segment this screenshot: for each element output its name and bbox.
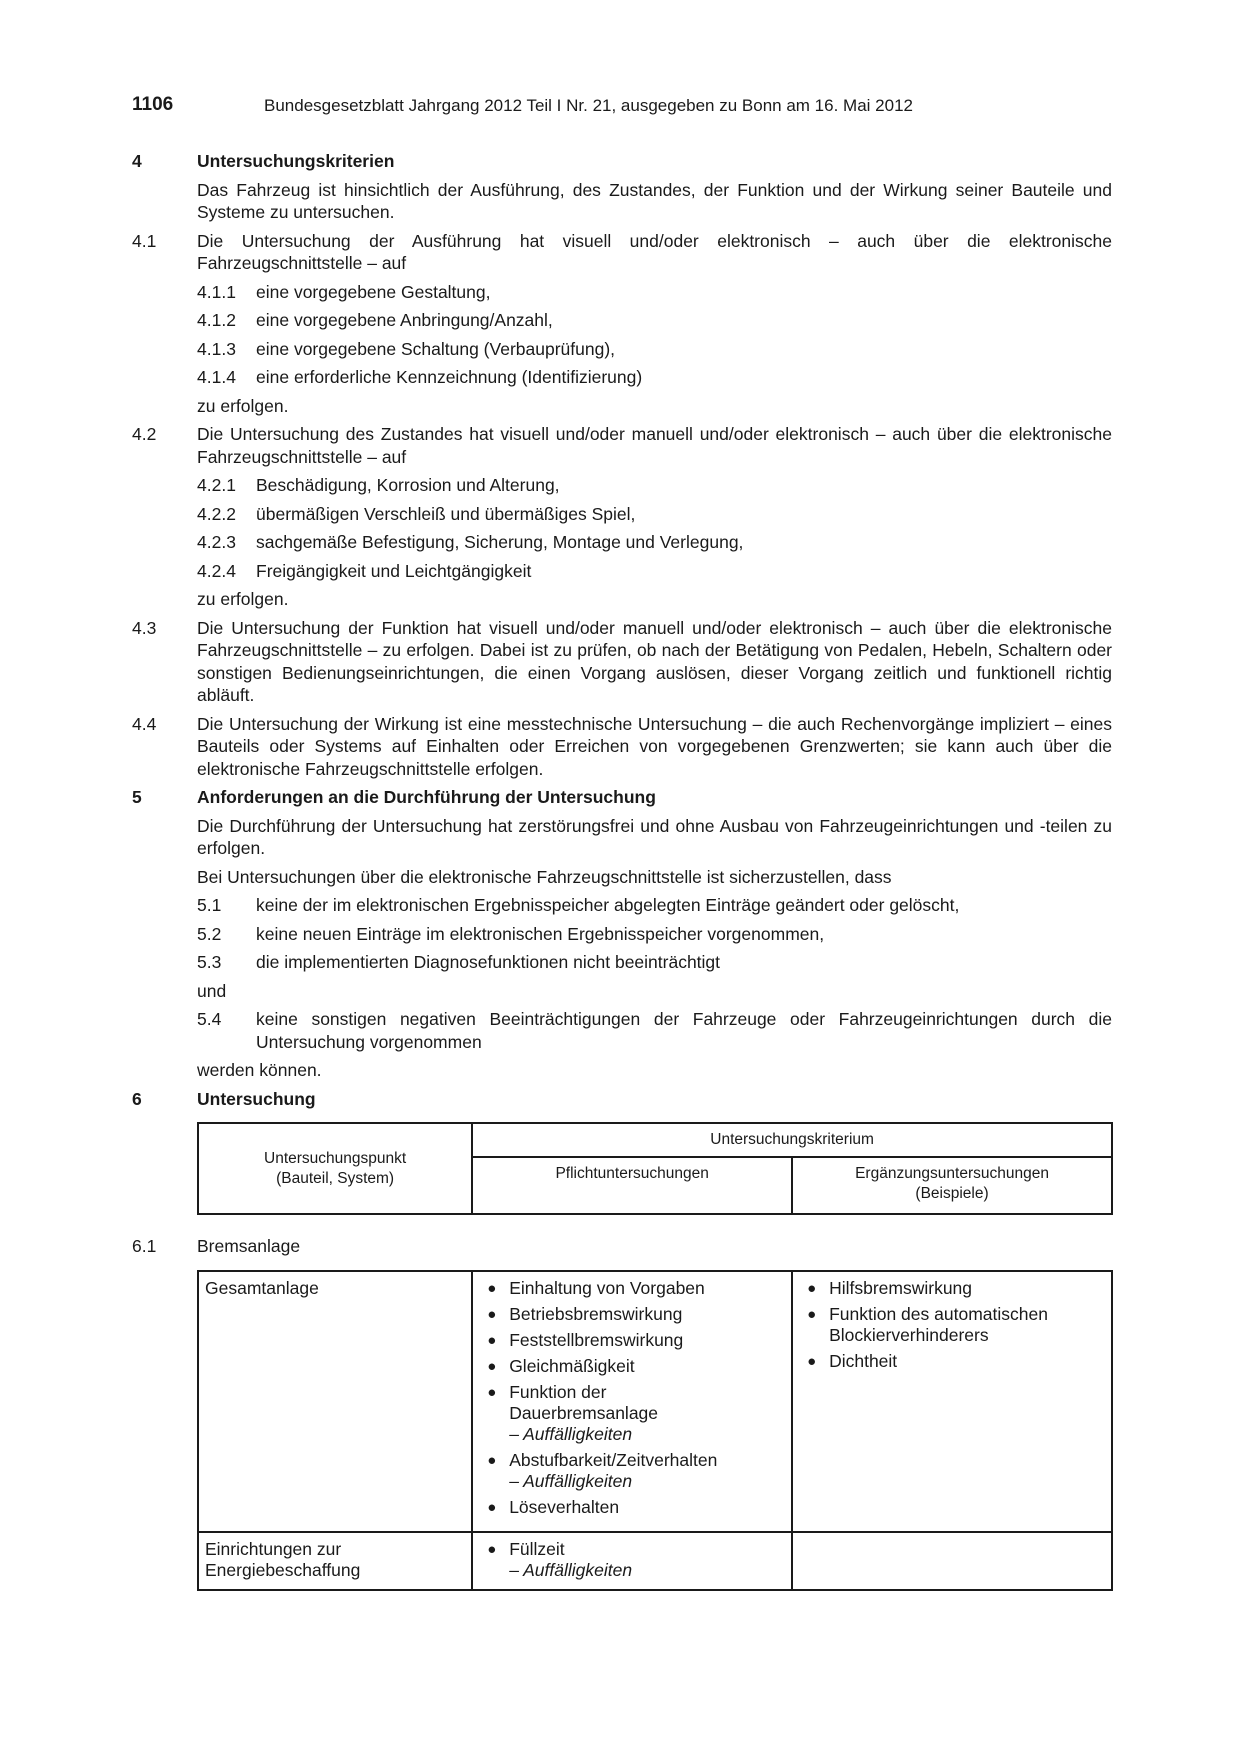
section-4-1 <box>132 230 1112 275</box>
paragraph-text: Die Untersuchung der Funktion hat visuell und/oder manuell und/oder elektronisch – auch über die elektronische Fahrzeugschnittstelle – zu erfolgen. Dabei ist zu prüfen, ob nach der Betätigung von Pedalen, Hebeln, Schaltern oder sonstigen Bedienungseinrichtungen, die einen Vorgang auslösen, dieser Vorgang zeitlich und funktionell richtig abläuft. <box>197 617 1112 705</box>
list-item <box>197 309 1112 332</box>
closing-text: werden können. <box>197 1060 322 1080</box>
running-head: Bundesgesetzblatt Jahrgang 2012 Teil I Nr. 21, ausgegeben zu Bonn am 16. Mai 2012 <box>264 96 913 115</box>
list-item <box>479 1497 785 1518</box>
item-note: – Auffälligkeiten <box>509 1470 633 1491</box>
header-text: Pflichtuntersuchungen <box>555 1165 709 1182</box>
item-number: 5.3 <box>197 952 222 972</box>
item-text: Funktion der Dauerbremsanlage <box>509 1381 659 1423</box>
list-item <box>479 1382 785 1445</box>
paragraph-text: Das Fahrzeug ist hinsichtlich der Ausführung, des Zustandes, der Funktion und der Wirkung seiner Bauteile und Systeme zu untersuchen. <box>197 179 1112 222</box>
section-title: Anforderungen an die Durchführung der Untersuchung <box>197 787 656 807</box>
item-note: – Auffälligkeiten <box>509 1423 633 1444</box>
table-row <box>198 1532 1112 1590</box>
section-number: 4.1 <box>132 230 157 251</box>
cell-mandatory <box>472 1271 792 1532</box>
section-4-4 <box>132 713 1112 781</box>
bullet-icon: ● <box>487 1331 497 1349</box>
section-number: 4 <box>132 151 142 171</box>
bullet-icon: ● <box>487 1451 497 1469</box>
list-item <box>479 1278 785 1299</box>
item-text: Dichtheit <box>829 1350 898 1371</box>
item-number: 4.2.1 <box>197 475 236 495</box>
header-cell-mandatory <box>472 1157 792 1214</box>
list-item <box>799 1304 1105 1346</box>
section-number: 6.1 <box>132 1236 157 1256</box>
item-text: übermäßigen Verschleiß und übermäßiges Spiel, <box>256 503 636 524</box>
item-text: Feststellbremswirkung <box>509 1329 684 1350</box>
header-cell-supplementary <box>792 1157 1112 1214</box>
list-item <box>479 1539 785 1581</box>
item-text: Abstufbarkeit/Zeitverhalten <box>509 1449 718 1470</box>
item-text: Gleichmäßigkeit <box>509 1355 635 1376</box>
list-item <box>197 503 1112 526</box>
list-item <box>197 281 1112 304</box>
cell-point <box>198 1532 472 1590</box>
section-number: 4.2 <box>132 424 157 444</box>
bullet-icon: ● <box>487 1357 497 1375</box>
item-number: 4.1.1 <box>197 281 236 302</box>
table-row <box>198 1271 1112 1532</box>
item-note: – Auffälligkeiten <box>509 1559 633 1580</box>
section-4-2-items <box>132 474 1112 611</box>
bullet-icon: ● <box>807 1279 817 1297</box>
running-header <box>132 92 1112 122</box>
paragraph-text: Die Untersuchung des Zustandes hat visuell und/oder manuell und/oder elektronisch – auch über die elektronische Fahrzeugschnittstelle – auf <box>197 424 1112 467</box>
section-4-intro <box>132 179 1112 224</box>
list-item <box>197 923 1112 946</box>
section-title: Untersuchungskriterien <box>197 151 395 171</box>
cell-supplementary <box>792 1532 1112 1590</box>
item-text: keine sonstigen negativen Beeinträchtigungen der Fahrzeuge oder Fahrzeugeinrichtungen durch die Untersuchung vorgenommen <box>256 1009 1112 1052</box>
section-6-1-heading <box>132 1235 1112 1258</box>
section-title: Untersuchung <box>197 1088 316 1109</box>
header-text: Ergänzungsuntersuchungen <box>855 1165 1049 1182</box>
item-text: keine neuen Einträge im elektronischen Ergebnisspeicher vorgenommen, <box>256 923 825 944</box>
item-number: 5.1 <box>197 895 222 915</box>
section-number: 6 <box>132 1088 142 1109</box>
point-text: Gesamtanlage <box>205 1277 319 1298</box>
header-text: Untersuchungskriterium <box>710 1131 874 1148</box>
item-number: 4.1.2 <box>197 310 236 330</box>
paragraph-text: Die Durchführung der Untersuchung hat zerstörungsfrei und ohne Ausbau von Fahrzeugeinrichtungen und -teilen zu erfolgen. <box>197 815 1112 858</box>
list-item <box>197 338 1112 361</box>
header-text: (Bauteil, System) <box>276 1169 395 1187</box>
item-text: Füllzeit <box>509 1538 565 1559</box>
list-item <box>197 894 1112 917</box>
item-text: Beschädigung, Korrosion und Alterung, <box>256 475 560 495</box>
item-text: eine erforderliche Kennzeichnung (Identifizierung) <box>256 367 643 387</box>
item-text: eine vorgegebene Schaltung (Verbauprüfung), <box>256 338 616 359</box>
list-item <box>799 1278 1105 1299</box>
list-item <box>197 1008 1112 1053</box>
section-5-items <box>132 894 1112 1082</box>
item-number: 4.1.4 <box>197 367 236 387</box>
closing-text: zu erfolgen. <box>197 395 289 416</box>
cell-supplementary <box>792 1271 1112 1532</box>
list-item <box>197 474 1112 497</box>
paragraph-text: Die Untersuchung der Wirkung ist eine messtechnische Untersuchung – die auch Rechenvorgänge impliziert – eines Bauteils oder Systems auf Einhalten oder Erreichen von vorgegebenen Grenzwerten; sie kann auch über die elektronische Fahrzeugschnittstelle erfolgen. <box>197 713 1112 779</box>
item-number: 4.2.2 <box>197 503 236 524</box>
item-text: Einhaltung von Vorgaben <box>509 1277 705 1298</box>
item-number: 4.2.4 <box>197 560 236 581</box>
paragraph-text: Die Untersuchung der Ausführung hat visuell und/oder elektronisch – auch über die elektronische Fahrzeugschnittstelle – auf <box>197 230 1112 273</box>
section-title: Bremsanlage <box>197 1236 301 1256</box>
bullet-icon: ● <box>487 1383 497 1401</box>
section-6-heading <box>132 1088 1112 1111</box>
list-item <box>197 366 1112 389</box>
brake-table <box>197 1270 1113 1591</box>
section-5-heading <box>132 786 1112 809</box>
list-item <box>479 1450 785 1492</box>
table-header <box>197 1122 1113 1215</box>
list-item <box>197 560 1112 583</box>
bullet-icon: ● <box>807 1352 817 1370</box>
section-number: 4.4 <box>132 713 157 734</box>
item-text: eine vorgegebene Anbringung/Anzahl, <box>256 310 553 330</box>
section-5-p2 <box>132 866 1112 889</box>
section-number: 4.3 <box>132 617 157 638</box>
item-text: Betriebsbremswirkung <box>509 1303 683 1324</box>
item-text: keine der im elektronischen Ergebnisspeicher abgelegten Einträge geändert oder gelöscht, <box>256 895 960 915</box>
item-number: 5.2 <box>197 923 222 944</box>
list-item <box>479 1356 785 1377</box>
bullet-icon: ● <box>487 1498 497 1516</box>
list-item <box>197 951 1112 974</box>
header-text: Untersuchungspunkt <box>264 1149 407 1167</box>
item-number: 4.1.3 <box>197 338 236 359</box>
cell-mandatory <box>472 1532 792 1590</box>
bullet-icon: ● <box>487 1279 497 1297</box>
bullet-icon: ● <box>487 1540 497 1558</box>
item-text: sachgemäße Befestigung, Sicherung, Montage und Verlegung, <box>256 532 744 552</box>
list-item <box>197 531 1112 554</box>
list-item <box>479 1304 785 1325</box>
closing-text: zu erfolgen. <box>197 589 289 609</box>
bullet-icon: ● <box>807 1305 817 1323</box>
section-4-2 <box>132 423 1112 468</box>
item-text: Hilfsbremswirkung <box>829 1277 973 1298</box>
page-number: 1106 <box>132 94 174 115</box>
item-text: Löseverhalten <box>509 1496 620 1517</box>
connector-text: und <box>197 980 227 1001</box>
bullet-icon: ● <box>487 1305 497 1323</box>
item-number: 5.4 <box>197 1009 222 1029</box>
section-5-p1 <box>132 815 1112 860</box>
item-text: Funktion des automatischen Blockierverhinderers <box>829 1303 1048 1345</box>
point-text: Einrichtungen zur Energiebeschaffung <box>205 1538 361 1580</box>
list-item <box>479 1330 785 1351</box>
header-cell-group <box>472 1123 1112 1157</box>
section-4-heading <box>132 150 1112 173</box>
cell-point <box>198 1271 472 1532</box>
item-number: 4.2.3 <box>197 532 236 552</box>
header-cell-point <box>198 1123 472 1214</box>
list-item <box>799 1351 1105 1372</box>
document-body <box>132 150 1112 1591</box>
item-text: eine vorgegebene Gestaltung, <box>256 281 491 302</box>
section-4-1-items <box>132 281 1112 418</box>
section-4-3 <box>132 617 1112 707</box>
item-text: Freigängigkeit und Leichtgängigkeit <box>256 560 532 581</box>
paragraph-text: Bei Untersuchungen über die elektronische Fahrzeugschnittstelle ist sicherzustellen, dass <box>197 866 892 887</box>
header-text: (Beispiele) <box>915 1185 989 1202</box>
section-number: 5 <box>132 787 142 807</box>
item-text: die implementierten Diagnosefunktionen nicht beeinträchtigt <box>256 952 721 972</box>
